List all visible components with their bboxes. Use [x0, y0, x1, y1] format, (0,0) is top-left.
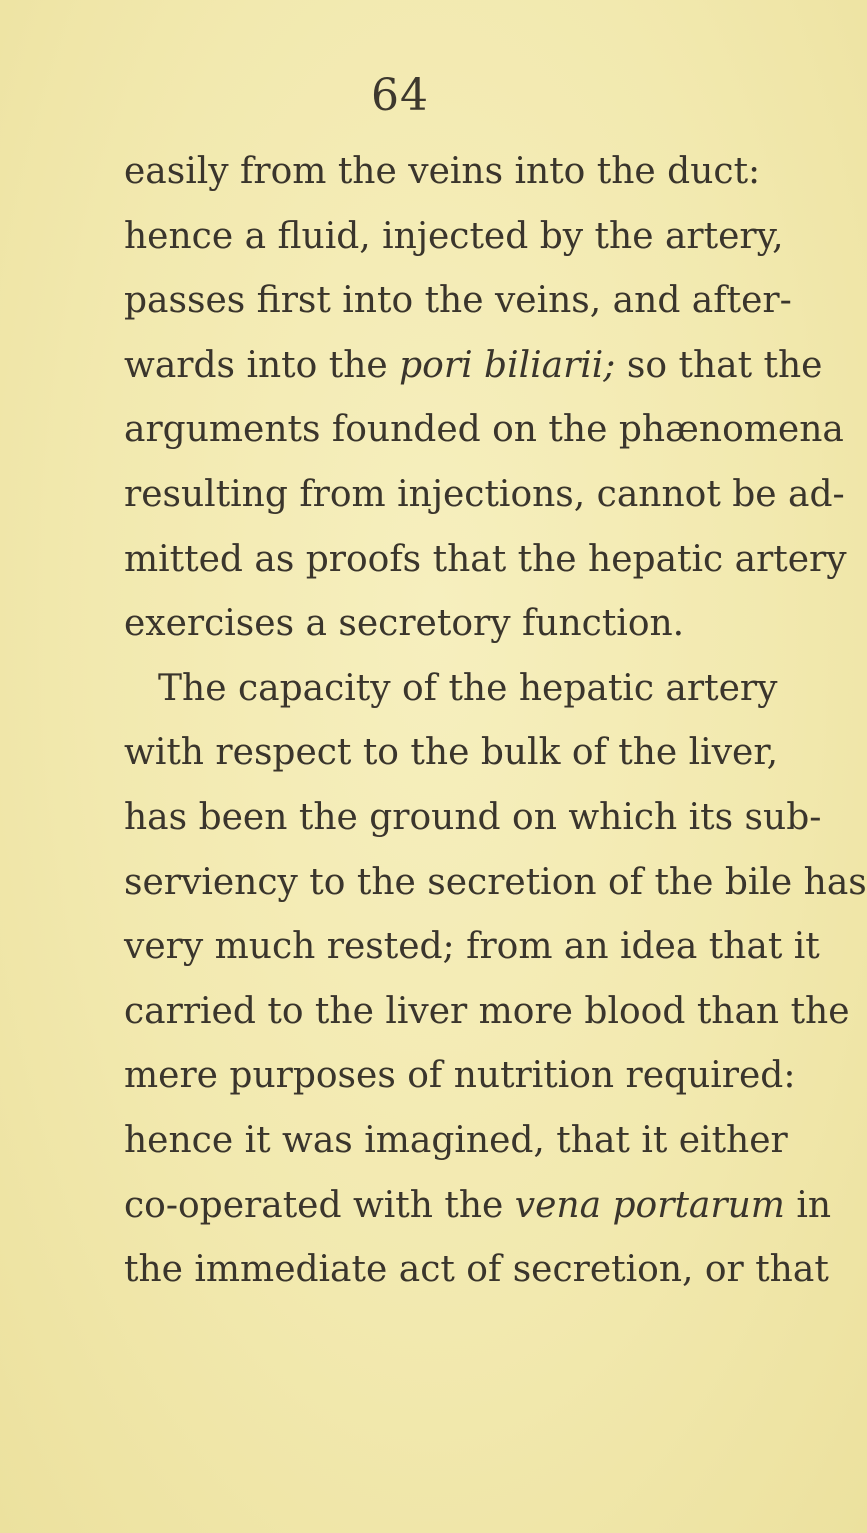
text-segment: so that the [615, 344, 823, 386]
text-line: passes first into the veins, and after- [124, 280, 792, 322]
text-line: exercises a secretory function. [124, 603, 685, 645]
text-segment: in [784, 1184, 832, 1226]
text-line: easily from the veins into the duct: [124, 151, 761, 192]
paragraph-first-line: The capacity of the hepatic artery [158, 667, 778, 709]
text-line: has been the ground on which its sub- [124, 796, 822, 838]
text-line: with respect to the bulk of the liver, [124, 732, 779, 774]
text-line: resulting from injections, cannot be ad- [124, 473, 845, 515]
text-segment: wards into the [124, 344, 400, 386]
text-line: hence a fluid, injected by the artery, [124, 215, 784, 257]
text-segment: co-operated with the [124, 1184, 515, 1226]
text-line [124, 1174, 832, 1239]
text-line: carried to the liver more blood than the [124, 990, 850, 1032]
italic-term: pori biliarii; [399, 344, 616, 386]
text-line: hence it was imagined, that it either [124, 1119, 788, 1161]
text-line: the immediate act of secretion, or that [124, 1249, 829, 1291]
body-text [124, 140, 867, 1303]
text-line: mitted as proofs that the hepatic artery [124, 538, 847, 580]
text-line: arguments founded on the phænomena [124, 409, 844, 451]
italic-term: vena portarum [514, 1184, 785, 1226]
text-line: serviency to the secretion of the bile has [124, 861, 867, 903]
page-number: 64 [371, 70, 429, 121]
text-line [124, 334, 823, 399]
text-line: very much rested; from an idea that it [124, 926, 820, 968]
text-line: mere purposes of nutrition required: [124, 1055, 796, 1097]
